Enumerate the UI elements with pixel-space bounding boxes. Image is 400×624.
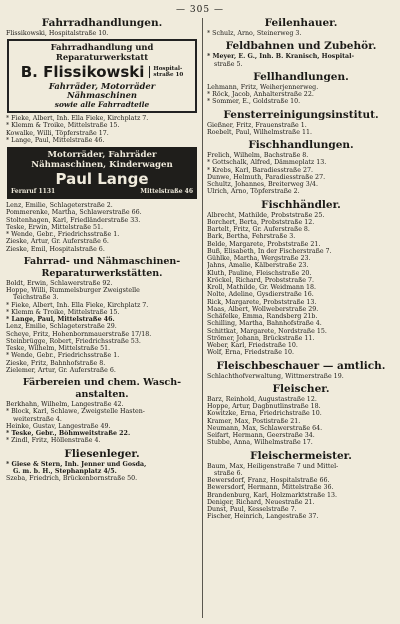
list-item: * Fieke, Albert, Inh. Ella Fieke, Kirchplatz 7.: [6, 115, 149, 123]
ad-line: Nähmaschinen, Kinderwagen: [31, 160, 173, 171]
list-item: Wolf, Erna, Friedstraße 10.: [207, 349, 295, 357]
ad-company-name: B. Flissikowski: [20, 63, 145, 82]
heading-fahrradhandlungen: Fahrradhandlungen.: [41, 17, 163, 29]
list-item: Schilling, Martha, Bahnhofstraße 4.: [207, 320, 322, 328]
list-item: * Fieke, Albert, Inh. Ella Fieke, Kirchplatz 7.: [6, 301, 149, 309]
ad-address-line: straße 10: [153, 72, 184, 79]
ad-phone: Fernruf 1131: [11, 188, 56, 196]
ad-name-row: [12, 63, 192, 81]
list-item: Frelich, Wilhelm, Bachstraße 8.: [207, 152, 309, 159]
heading-fliesenleger: Fliesenleger.: [64, 447, 140, 460]
list-item: Lenz, Emilie, Schlageterstraße 2.: [6, 202, 113, 210]
heading-fleischermeister: Fleischermeister.: [250, 449, 352, 462]
list-item: Schlachthofverwaltung, Wittmerstraße 19.: [207, 372, 344, 380]
list-item: Zieske, Emil, Hospitalstraße 6.: [6, 245, 105, 253]
list-item: Nolte, Adeline, Gysdierstraße 16.: [207, 291, 314, 299]
list-item: weiterstraße 4.: [13, 415, 62, 423]
list-item: Stoltenhagen, Karl, Friedländerstraße 33.: [6, 216, 141, 224]
right-column: [207, 14, 395, 620]
heading-fensterreinigung: Fensterreinigungsinstitut.: [223, 108, 379, 121]
list-item: Teske, Erwin, Mittelstraße 51.: [6, 223, 104, 231]
list-item: * Lange, Paul, Mittelstraße 46.: [6, 136, 105, 144]
list-item: Gießner, Fritz, Frauenstraße 1.: [207, 121, 307, 129]
heading-fleischbeschauer: Fleischbeschauer — amtlich.: [216, 359, 386, 372]
list-item: Baum, Max, Heiligenstraße 7 und Mittel-: [207, 462, 339, 470]
list-item: * Wende, Gebr., Friedrichsstraße 1.: [6, 231, 120, 239]
list-item: Szeba, Friedrich, Brückenbornstraße 50.: [6, 475, 138, 483]
list-item: Schittkat, Margarete, Nordstraße 15.: [207, 327, 327, 335]
ad-line: Fahrradhandlung und: [50, 42, 154, 53]
list-item: * Giese & Stern, Inh. Jenner und Gosda,: [6, 460, 147, 468]
list-item: straße 6.: [214, 469, 243, 477]
list-item: Borchert, Berta, Probststraße 12.: [207, 218, 315, 226]
list-item: Ulrich, Arno, Töpferstraße 2.: [207, 188, 300, 196]
list-item: * Wende, Gebr., Friedrichsstraße 1.: [6, 352, 120, 360]
list-item: Schultz, Johannes, Breiterweg 3/4.: [207, 181, 318, 188]
list-item: Albrecht, Mathilde, Probststraße 25.: [207, 211, 325, 219]
list-item: Teichstraße 3.: [13, 294, 59, 302]
list-item: Lehmann, Fritz, Weiherjennerweg.: [207, 83, 319, 91]
list-item: Bewersdorf, Franz, Hospitalstraße 66.: [207, 477, 330, 484]
ad-footer: [11, 188, 193, 196]
list-item: * Klemm & Troike, Mittelstraße 15.: [6, 308, 120, 316]
list-item: Bewersdorf, Hermann, Mittelstraße 36.: [207, 484, 334, 492]
list-item: G. m. b. H., Stephanplatz 4/5.: [13, 467, 117, 475]
heading-feldbahnen: Feldbahnen und Zubehör.: [225, 40, 377, 53]
column-divider: [202, 18, 203, 618]
ad-line: sowie alle Fahrradteile: [54, 99, 150, 109]
list-item: Kroll, Mathilde, Gr. Weidmann 18.: [207, 284, 317, 291]
list-item: Hoppe, Willi, Rummelsburger Zweigstelle: [6, 287, 140, 295]
list-item: Schäfelke, Emma, Randsberg 21b.: [207, 313, 318, 320]
list-item: Steinbrügge, Robert, Friedrichsstraße 53.: [6, 337, 141, 345]
list-item: * Gottschalk, Alfred, Dämmeplatz 13.: [207, 159, 327, 167]
list-item: Pommerenke, Martha, Schlawerstraße 66.: [6, 209, 142, 217]
list-item: Scheye, Fritz, Hohenbornmauerstraße 17/18.: [6, 330, 152, 338]
list-item: Lenz, Emilie, Schlageterstraße 29.: [6, 323, 117, 331]
list-item: * Zindl, Fritz, Höllenstraße 4.: [6, 437, 101, 445]
ad-line: Motorräder, Fahrräder: [47, 150, 157, 161]
list-item: Zielemer, Artur, Gr. Auferstraße 6.: [6, 366, 116, 374]
list-item: Maas, Albert, Wollweberstraße 29.: [207, 305, 319, 313]
ad-address: [149, 66, 183, 78]
list-item: Seifart, Hermann, Geerstraße 34.: [207, 432, 315, 439]
heading-faerbereien-2: anstalten.: [75, 389, 129, 401]
list-item: * Krebs, Karl, Baradiesstraße 27.: [207, 166, 313, 174]
heading-feilenhauer: Feilenhauer.: [264, 17, 338, 29]
heading-fellhandlungen: Fellhandlungen.: [253, 70, 349, 83]
advertisement-paul-lange: [7, 147, 197, 199]
list-item: Flissikowski, Hospitalstraße 10.: [6, 30, 109, 37]
heading-faerbereien-1: Färbereien und chem. Wasch-: [22, 377, 182, 389]
list-item: Bark, Bertha, Fehrstraße 3.: [207, 233, 296, 241]
list-item: Kowalke, Willi, Töpferstraße 17.: [6, 129, 109, 137]
list-item: Kowitzke, Erna, Friedrichstraße 10.: [207, 410, 322, 418]
list-item: Bartelt, Fritz, Gr. Auferstraße 8.: [207, 226, 310, 233]
list-item: Neumann, Max, Schlawerstraße 64.: [207, 424, 323, 432]
list-item: Weber, Karl, Friedstraße 10.: [207, 342, 298, 349]
ad-line: Reparaturwerkstatt: [55, 51, 149, 62]
heading-reparaturwerkstaetten-2: Reparaturwerkstätten.: [41, 267, 163, 279]
list-item: Berkhahn, Wilhelm, Langestraße 42.: [6, 401, 124, 409]
list-item: Teske, Wilhelm, Mittelstraße 51.: [6, 345, 111, 353]
list-item: * Schulz, Arno, Steinerweg 3.: [207, 30, 302, 37]
list-item: Jahns, Amalie, Kälberstraße 23.: [207, 262, 309, 270]
list-item: Dunst, Paul, Kesselstraße 7.: [207, 506, 297, 513]
list-item: Brandenburg, Karl, Holzmarktstraße 13.: [207, 491, 338, 499]
list-item: Fischer, Heinrich, Langestraße 37.: [207, 513, 319, 521]
list-item: * Sommer, E., Goldstraße 10.: [207, 98, 301, 106]
heading-fischhaendler: Fischhändler.: [261, 198, 341, 211]
list-item: Boldt, Erwin, Schlawerstraße 92.: [6, 279, 113, 287]
list-item: Kluth, Pauline, Fleischstraße 20.: [207, 269, 312, 277]
list-item: * Röck, Jacob, Anhalterstraße 22.: [207, 91, 314, 98]
ad-line: Nähmaschinen: [66, 90, 138, 101]
list-item: Zieske, Artur, Gr. Auferstraße 6.: [6, 238, 109, 246]
list-item: Zieske, Fritz, Bahnhofstraße 8.: [6, 359, 106, 367]
left-column: [6, 14, 198, 620]
list-item: Dunwe, Helmuth, Paradiesstraße 27.: [207, 173, 326, 181]
list-item: Roebelt, Paul, Wilhelmstraße 11.: [207, 128, 312, 136]
list-item: * Meyer, E. G., Inh. B. Kranisch, Hospital-: [207, 53, 355, 61]
ad-company-name: Paul Lange: [55, 170, 149, 189]
list-item: Belde, Margarete, Probststraße 21.: [207, 240, 321, 248]
list-item: Buß, Elisabeth, In der Fischerstraße 7.: [207, 247, 332, 255]
list-item: Kröckel, Richard, Probststraße 7.: [207, 276, 315, 284]
list-item: Deniger, Richard, Neuestraße 21.: [207, 498, 315, 506]
list-item: Gühlke, Martha, Wergstraße 23.: [207, 255, 311, 262]
list-item: Barz, Reinhold, Augustastraße 12.: [207, 395, 317, 403]
list-item: * Lange, Paul, Mittelstraße 46.: [6, 316, 115, 324]
list-item: Hoppe, Artur, Dagbnutlinstraße 18.: [207, 403, 321, 410]
heading-fleischer: Fleischer.: [272, 382, 330, 395]
page-number: — 305 —: [176, 5, 224, 15]
list-item: Rick, Margarete, Probststraße 13.: [207, 298, 317, 306]
list-item: * Block, Karl, Schlawe, Zweigstelle Hasten-: [6, 408, 145, 416]
list-item: straße 5.: [214, 60, 243, 68]
list-item: Stubbe, Anna, Wilhelmstraße 17.: [207, 439, 313, 447]
ad-address: Mittelstraße 46: [140, 188, 193, 196]
list-item: Heinke, Gustav, Langestraße 49.: [6, 422, 111, 430]
ad-address-line: Hospital-: [153, 66, 183, 73]
heading-reparaturwerkstaetten-1: Fahrrad- und Nähmaschinen-: [23, 255, 181, 267]
list-item: * Teske, Gebr., Böhmweitstraße 22.: [6, 430, 131, 438]
list-item: Strömer, Johann, Brückstraße 11.: [207, 334, 315, 342]
advertisement-flissikowski: [7, 39, 197, 113]
heading-fischhandlungen: Fischhandlungen.: [248, 139, 354, 151]
list-item: * Klemm & Troike, Mittelstraße 15.: [6, 122, 120, 130]
list-item: Kramer, Max, Postistraße 21.: [207, 417, 301, 425]
ad-line: Fahrräder, Motorräder: [48, 81, 156, 92]
